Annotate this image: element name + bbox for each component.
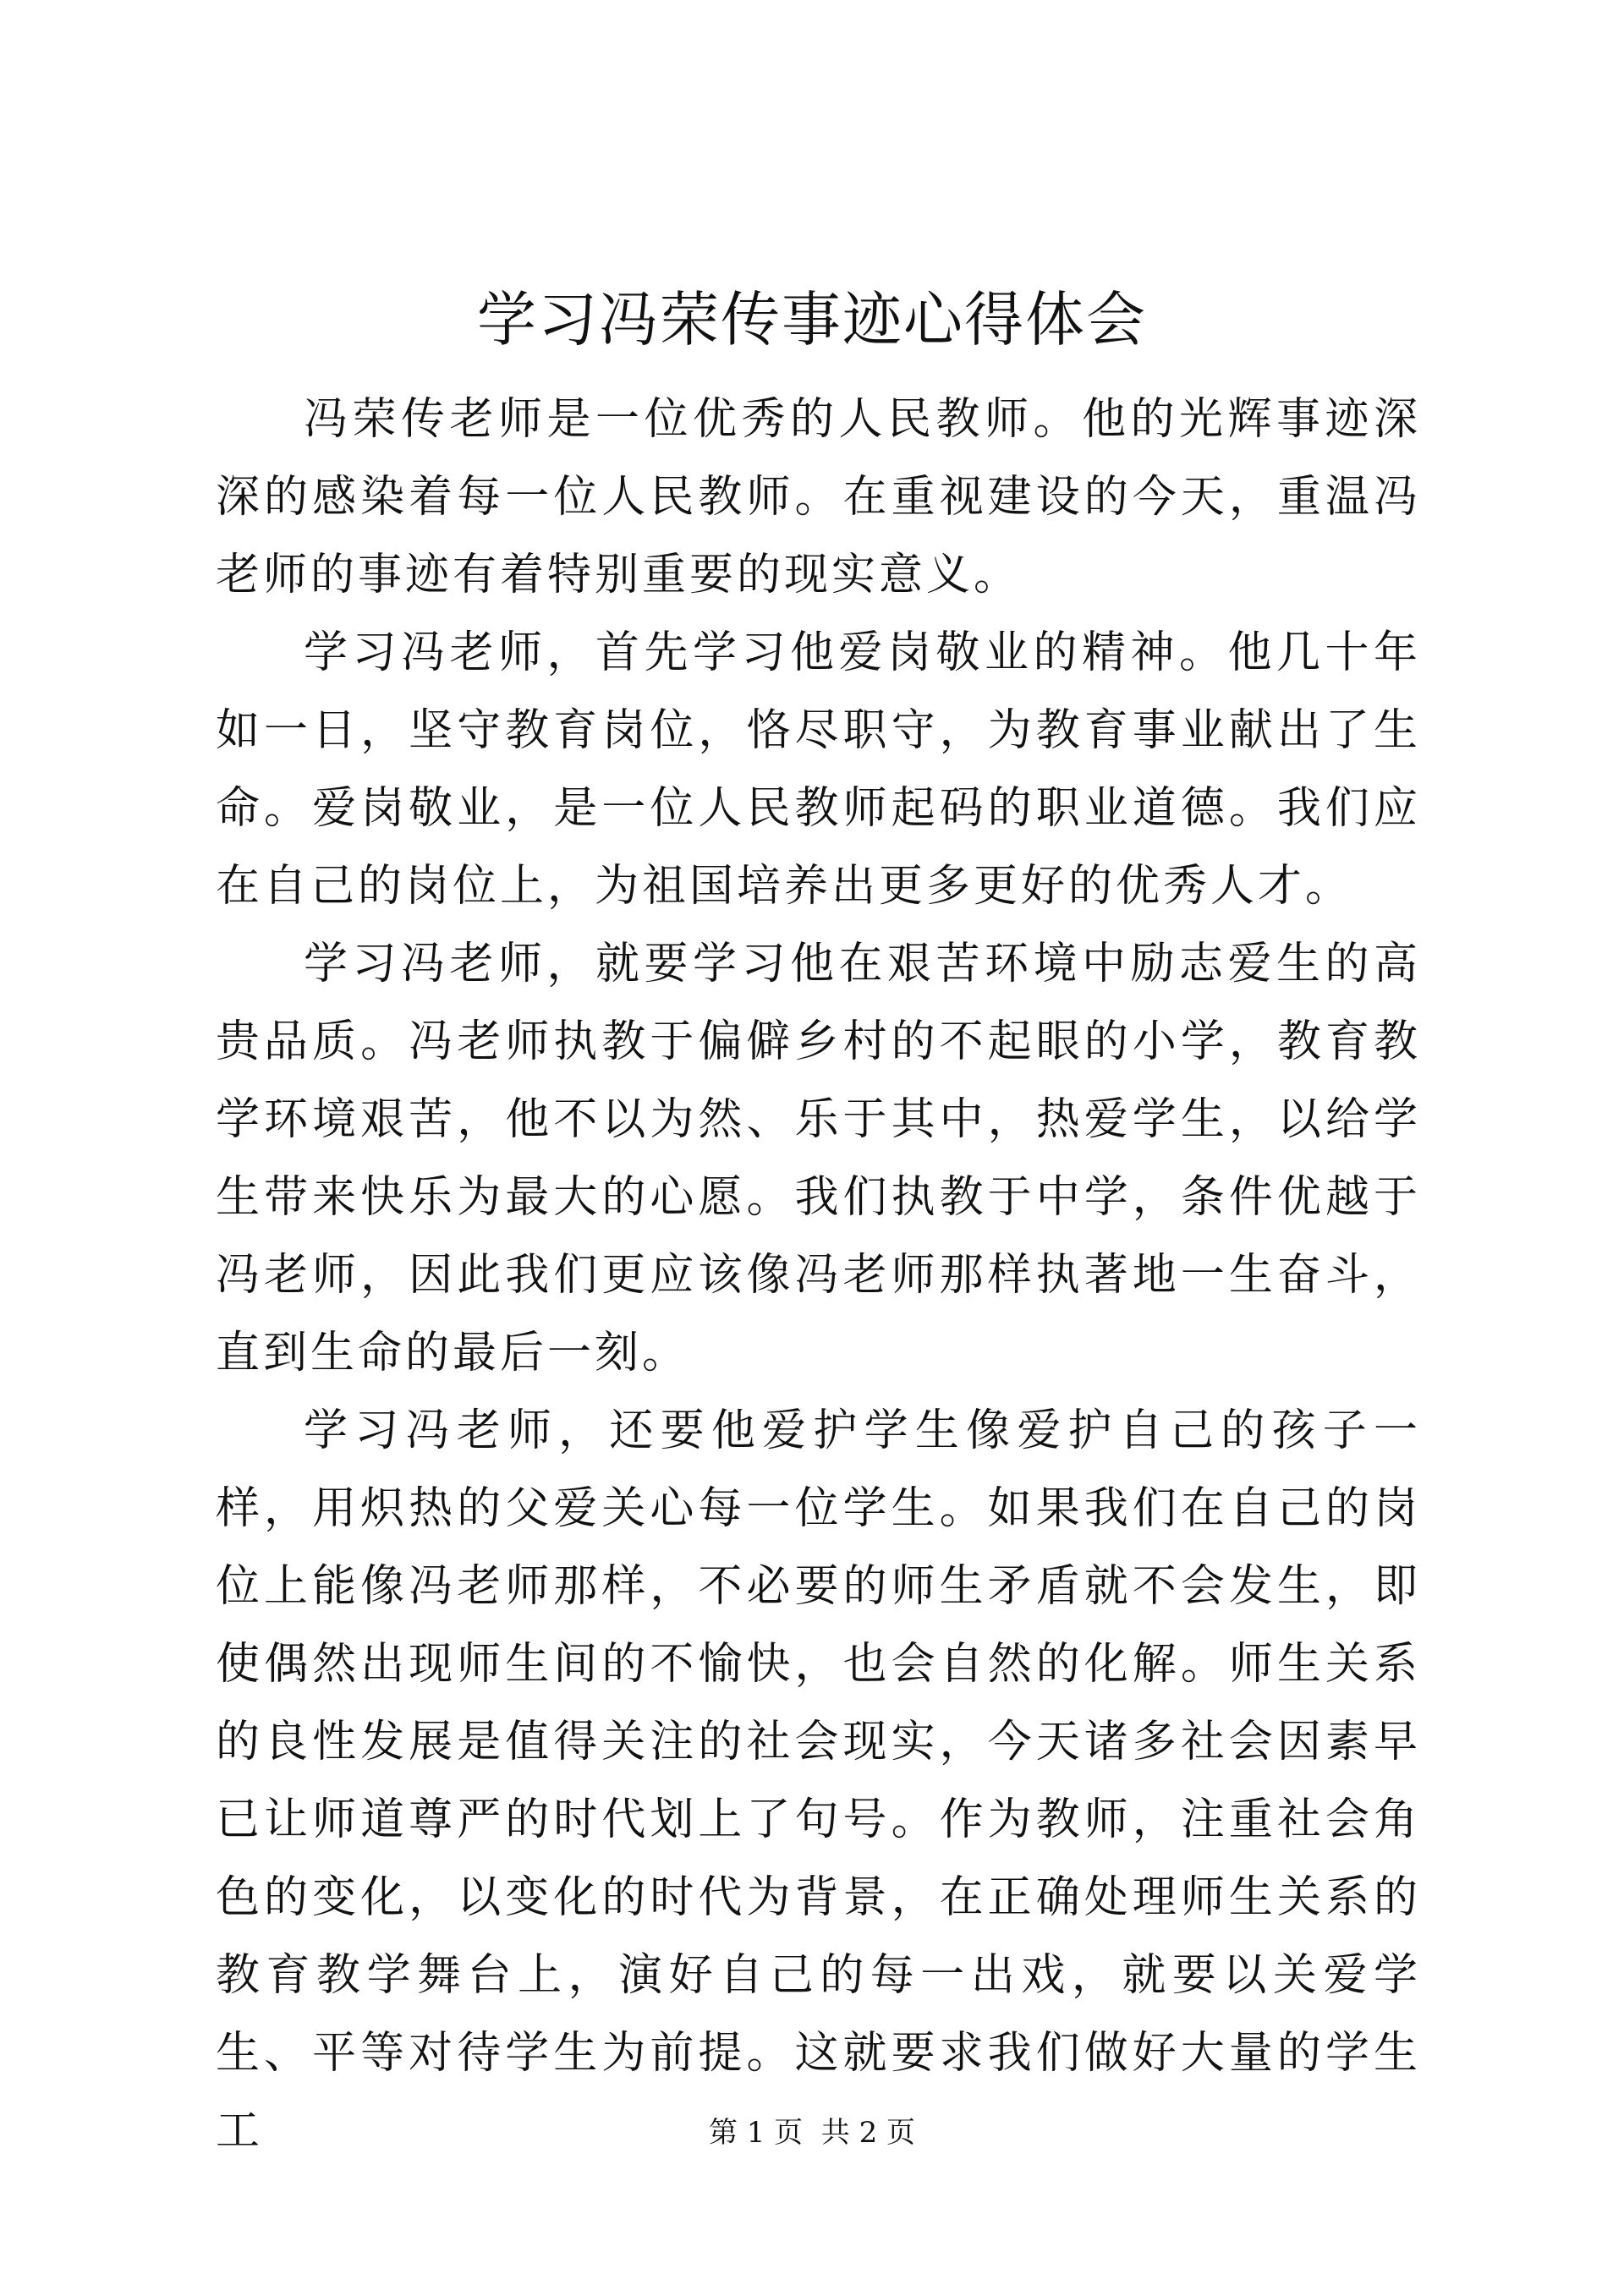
paragraph: 学习冯老师，首先学习他爱岗敬业的精神。他几十年如一日，坚守教育岗位，恪尽职守，为教育事业献出了生命。爱岗敬业，是一位人民教师起码的职业道德。我们应在自己的岗位上，为祖国培养出更多更好的优秀人才。 — [216, 627, 1421, 912]
document-body — [216, 381, 1421, 2170]
page-footer — [0, 2114, 1624, 2151]
paragraph: 学习冯老师，就要学习他在艰苦环境中励志爱生的高贵品质。冯老师执教于偏僻乡村的不起眼的小学，教育教学环境艰苦，他不以为然、乐于其中，热爱学生，以给学生带来快乐为最大的心愿。我们执教于中学，条件优越于冯老师，因此我们更应该像冯老师那样执著地一生奋斗，直到生命的最后一刻。 — [216, 939, 1421, 1378]
page-title: 学习冯荣传事迹心得体会 — [477, 285, 1147, 354]
paragraph: 冯荣传老师是一位优秀的人民教师。他的光辉事迹深深的感染着每一位人民教师。在重视建设的今天，重温冯老师的事迹有着特别重要的现实意义。 — [216, 394, 1421, 600]
paragraph: 学习冯老师，还要他爱护学生像爱护自己的孩子一样，用炽热的父爱关心每一位学生。如果我们在自己的岗位上能像冯老师那样，不必要的师生矛盾就不会发生，即使偶然出现师生间的不愉快，也会自然的化解。师生关系的良性发展是值得关注的社会现实，今天诸多社会因素早已让师道尊严的时代划上了句号。作为教师，注重社会角色的变化，以变化的时代为背景，在正确处理师生关系的教育教学舞台上，演好自己的每一出戏，就要以关爱学生、平等对待学生为前提。这就要求我们做好大量的学生工 — [216, 1406, 1421, 2156]
page-number: 第 1 页 共 2 页 — [708, 2116, 916, 2150]
